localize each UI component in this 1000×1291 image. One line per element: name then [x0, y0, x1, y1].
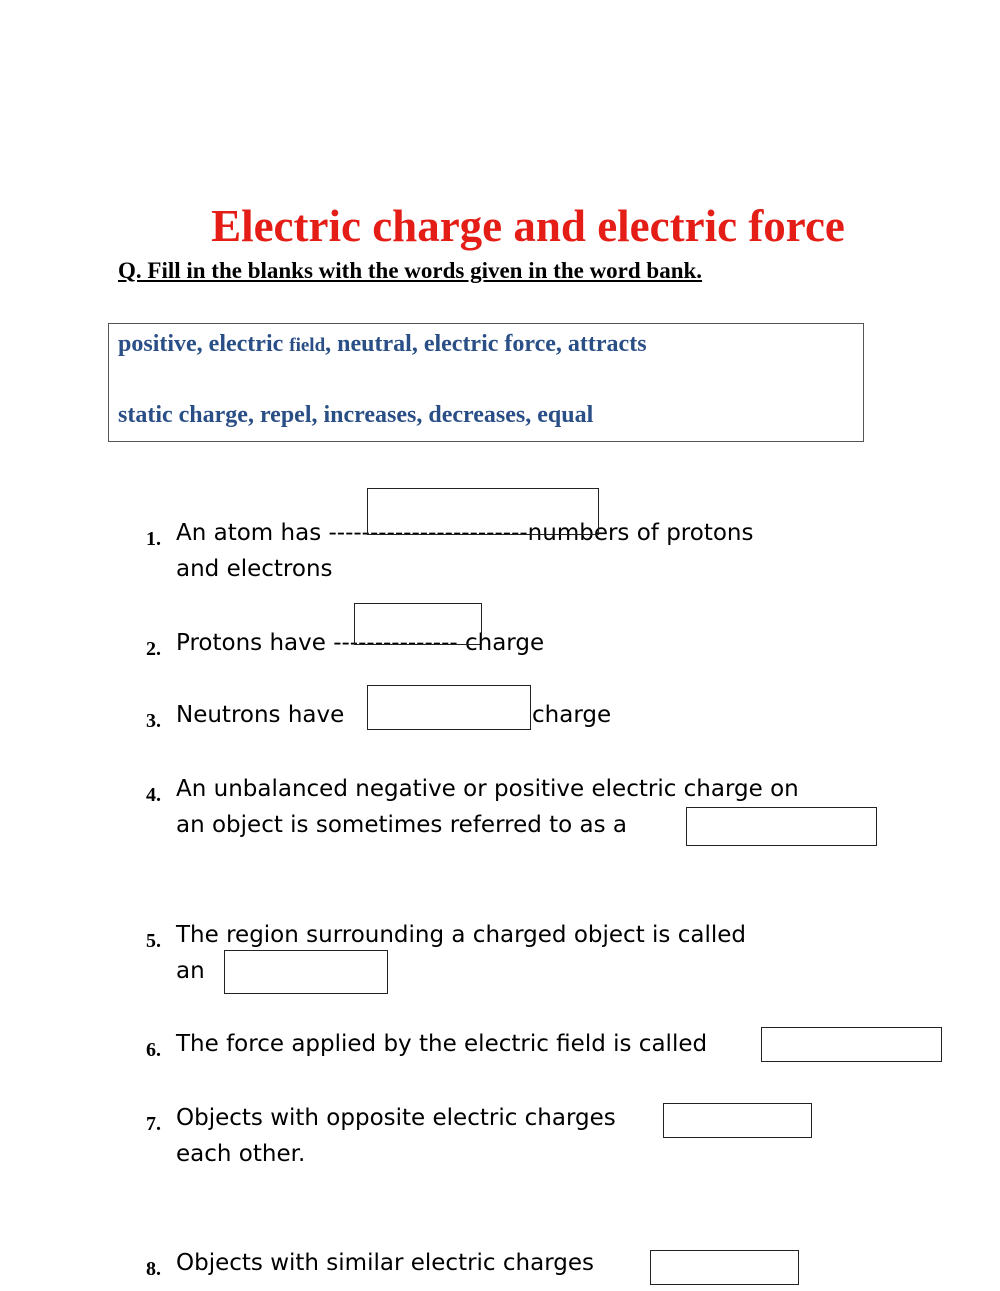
question-3-text: Neutrons have	[176, 702, 345, 728]
question-number: 8.	[146, 1258, 161, 1280]
question-number: 6.	[146, 1039, 161, 1061]
question-1-text: An atom has ------------------------numbers of protons	[176, 520, 754, 546]
answer-box-7[interactable]	[663, 1103, 812, 1138]
question-1-text-cont: and electrons	[176, 556, 333, 582]
worksheet-title: Electric charge and electric force	[211, 201, 845, 251]
answer-box-6[interactable]	[761, 1027, 942, 1062]
question-7-text-cont: each other.	[176, 1141, 306, 1167]
question-3-text-cont: charge	[532, 702, 612, 728]
answer-box-4[interactable]	[686, 807, 877, 846]
question-number: 4.	[146, 784, 161, 806]
question-2-text: Protons have --------------- charge	[176, 630, 545, 656]
question-5-text-cont: an	[176, 958, 205, 984]
instruction: Q. Fill in the blanks with the words given in the word bank.	[118, 258, 703, 283]
question-4-text-cont: an object is sometimes referred to as a	[176, 812, 628, 838]
question-8-text: Objects with similar electric charges	[176, 1250, 594, 1276]
word-bank-line-2: static charge, repel, increases, decreases, equal	[118, 402, 594, 428]
question-number: 5.	[146, 930, 161, 952]
answer-box-8[interactable]	[650, 1250, 799, 1285]
answer-box-5[interactable]	[224, 950, 388, 994]
question-number: 2.	[146, 638, 161, 660]
question-number: 3.	[146, 710, 161, 732]
question-number: 7.	[146, 1113, 161, 1135]
word-bank-text: , neutral, electric force, attracts	[325, 331, 647, 357]
question-4-text: An unbalanced negative or positive electric charge on	[176, 776, 799, 802]
word-bank-line-1	[118, 331, 647, 358]
answer-box-3[interactable]	[367, 685, 531, 730]
word-bank	[108, 323, 864, 442]
question-7-text: Objects with opposite electric charges	[176, 1105, 616, 1131]
answer-box-2[interactable]	[354, 603, 482, 645]
question-5-text: The region surrounding a charged object is called	[176, 922, 746, 948]
question-6-text: The force applied by the electric field is called	[176, 1031, 708, 1057]
word-bank-text: positive, electric	[118, 331, 290, 357]
question-number: 1.	[146, 528, 161, 550]
word-bank-text-small: field	[289, 335, 326, 356]
answer-box-1[interactable]	[367, 488, 599, 535]
